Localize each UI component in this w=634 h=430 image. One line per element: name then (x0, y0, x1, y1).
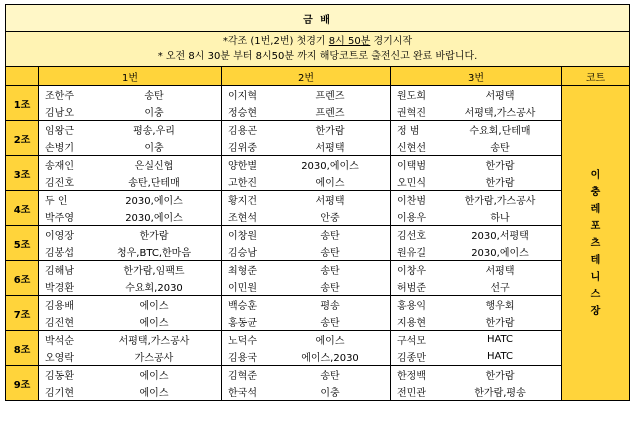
group-row (6, 86, 630, 121)
player-name: 정 범 (397, 126, 420, 137)
court-name-text: 이충레포츠테니스장 (590, 169, 601, 317)
notice-line-2: * 오전 8시 30분 부터 8시50분 까지 해당코트로 출전신고 완료 바랍니다. (157, 51, 478, 62)
player-entry (391, 313, 561, 330)
player-name: 박주영 (45, 213, 74, 224)
player-entry (39, 313, 221, 330)
player-club: 에이스 (315, 178, 345, 189)
player-club: 서평택,가스공사 (464, 108, 536, 119)
notice-line-1-suffix: 경기시작 (370, 36, 413, 47)
team-slot-2 (222, 156, 391, 191)
player-name: 한국석 (228, 388, 257, 399)
player-club: 한가람,가스공사 (464, 196, 536, 207)
team-slot-3 (391, 366, 562, 401)
player-club: 서평택 (485, 266, 515, 277)
player-entry (391, 86, 561, 103)
player-name: 두 인 (45, 196, 68, 207)
player-club: 에이스 (139, 371, 169, 382)
player-name: 김용국 (228, 353, 257, 364)
player-club: 이충 (320, 388, 340, 399)
player-entry (391, 138, 561, 155)
player-name: 신현선 (397, 143, 426, 154)
player-name: 김위중 (228, 143, 257, 154)
player-entry (39, 156, 221, 173)
player-club: 서평택 (315, 196, 345, 207)
player-name: 전민관 (397, 388, 426, 399)
player-club: 안중 (320, 213, 340, 224)
player-entry (39, 226, 221, 243)
header-slot-3: 3번 (391, 67, 562, 86)
player-name: 박석순 (45, 336, 74, 347)
group-label: 5조 (6, 226, 39, 261)
player-club: 송탄 (320, 231, 340, 242)
player-entry (39, 366, 221, 383)
team-slot-2 (222, 121, 391, 156)
team-slot-2 (222, 86, 391, 121)
group-label: 3조 (6, 156, 39, 191)
header-court: 코트 (562, 67, 630, 86)
player-club: 한가람,임팩트 (123, 266, 185, 277)
player-name: 김승남 (228, 248, 257, 259)
player-club: 한가람 (485, 161, 515, 172)
group-row (6, 121, 630, 156)
player-name: 한정백 (397, 371, 426, 382)
player-club: 서평택,가스공사 (118, 336, 190, 347)
player-entry (222, 313, 390, 330)
team-slot-1 (39, 121, 222, 156)
player-entry (222, 173, 390, 190)
notice-start-time: 8시 50분 (328, 36, 371, 47)
player-name: 이창우 (397, 266, 426, 277)
group-label: 4조 (6, 191, 39, 226)
page-title: 금 배 (6, 5, 630, 32)
player-club: 한가람,평송 (474, 388, 526, 399)
player-entry (39, 103, 221, 120)
player-club: 2030,서평택 (471, 231, 529, 242)
player-entry (39, 173, 221, 190)
group-label: 7조 (6, 296, 39, 331)
team-slot-3 (391, 331, 562, 366)
player-club: 하나 (490, 213, 510, 224)
player-club: 에이스 (139, 301, 169, 312)
notice-line-1 (6, 34, 629, 49)
player-entry (391, 261, 561, 278)
player-entry (39, 86, 221, 103)
team-slot-1 (39, 366, 222, 401)
group-row (6, 331, 630, 366)
notice-line-1-prefix: *각조 (1번,2번) 첫경기 (222, 36, 329, 47)
player-name: 원유길 (397, 248, 426, 259)
team-slot-1 (39, 331, 222, 366)
player-entry (391, 103, 561, 120)
player-club: 한가람 (139, 231, 169, 242)
player-name: 정승현 (228, 108, 257, 119)
header-slot-2: 2번 (222, 67, 391, 86)
player-name: 조한주 (45, 91, 74, 102)
player-club: 이충 (144, 143, 164, 154)
player-club: 송탄 (320, 248, 340, 259)
player-club: 에이스,2030 (301, 353, 359, 364)
player-entry (222, 348, 390, 365)
player-club: 한가람 (485, 318, 515, 329)
player-entry (39, 191, 221, 208)
player-name: 임왕근 (45, 126, 74, 137)
player-club: 에이스 (139, 388, 169, 399)
player-club: 프렌즈 (315, 108, 345, 119)
player-name: 이찬범 (397, 196, 426, 207)
player-entry (222, 226, 390, 243)
team-slot-2 (222, 261, 391, 296)
group-row (6, 156, 630, 191)
notice (6, 32, 630, 67)
team-slot-1 (39, 191, 222, 226)
player-club: 송탄 (320, 266, 340, 277)
player-club: 송탄 (490, 143, 510, 154)
player-name: 홍용익 (397, 301, 426, 312)
team-slot-3 (391, 191, 562, 226)
player-entry (39, 348, 221, 365)
player-entry (39, 331, 221, 348)
group-row (6, 226, 630, 261)
player-entry (222, 296, 390, 313)
player-name: 이민원 (228, 283, 257, 294)
player-club: HATC (486, 334, 514, 345)
group-row (6, 191, 630, 226)
player-entry (222, 208, 390, 225)
group-label: 6조 (6, 261, 39, 296)
player-club: 선구 (490, 283, 510, 294)
player-club: 송탄 (144, 91, 164, 102)
player-name: 이용우 (397, 213, 426, 224)
player-name: 김해남 (45, 266, 74, 277)
player-entry (391, 243, 561, 260)
player-club: 행우회 (485, 301, 515, 312)
player-club: 송탄 (320, 371, 340, 382)
player-entry (222, 331, 390, 348)
player-entry (39, 208, 221, 225)
team-slot-2 (222, 331, 391, 366)
player-name: 황지건 (228, 196, 257, 207)
player-entry (391, 366, 561, 383)
player-entry (391, 208, 561, 225)
player-name: 손병기 (45, 143, 74, 154)
team-slot-2 (222, 191, 391, 226)
player-entry (222, 121, 390, 138)
header-slot-1: 1번 (39, 67, 222, 86)
player-entry (391, 156, 561, 173)
player-entry (391, 191, 561, 208)
player-name: 양한별 (228, 161, 257, 172)
player-entry (222, 366, 390, 383)
player-club: 2030,에이스 (125, 196, 183, 207)
team-slot-3 (391, 121, 562, 156)
player-name: 노덕수 (228, 336, 257, 347)
player-name: 지용현 (397, 318, 426, 329)
player-name: 박경환 (45, 283, 74, 294)
group-row (6, 366, 630, 401)
player-club: 프렌즈 (315, 91, 345, 102)
team-slot-3 (391, 226, 562, 261)
team-slot-1 (39, 296, 222, 331)
player-club: 2030,에이스 (125, 213, 183, 224)
header-row (6, 67, 630, 86)
player-entry (222, 156, 390, 173)
team-slot-3 (391, 156, 562, 191)
player-name: 김동환 (45, 371, 74, 382)
player-name: 허범준 (397, 283, 426, 294)
player-club: 송탄 (320, 283, 340, 294)
player-name: 김용배 (45, 301, 74, 312)
player-entry (222, 103, 390, 120)
player-name: 조현석 (228, 213, 257, 224)
player-entry (222, 243, 390, 260)
player-entry (39, 121, 221, 138)
player-club: 이충 (144, 108, 164, 119)
player-name: 이창원 (228, 231, 257, 242)
player-name: 오영락 (45, 353, 74, 364)
team-slot-1 (39, 226, 222, 261)
team-slot-2 (222, 366, 391, 401)
team-slot-1 (39, 156, 222, 191)
player-entry (222, 383, 390, 400)
player-name: 김혁준 (228, 371, 257, 382)
player-club: 서평택 (485, 91, 515, 102)
player-entry (391, 348, 561, 365)
player-entry (391, 173, 561, 190)
player-name: 오민식 (397, 178, 426, 189)
player-entry (222, 191, 390, 208)
player-entry (391, 226, 561, 243)
player-entry (39, 296, 221, 313)
player-name: 김남오 (45, 108, 74, 119)
player-name: 이택범 (397, 161, 426, 172)
player-club: 서평택 (315, 143, 345, 154)
player-entry (391, 278, 561, 295)
team-slot-1 (39, 86, 222, 121)
player-name: 김기현 (45, 388, 74, 399)
player-club: 2030,에이스 (301, 161, 359, 172)
player-entry (39, 278, 221, 295)
player-entry (391, 383, 561, 400)
group-label: 9조 (6, 366, 39, 401)
team-slot-2 (222, 226, 391, 261)
player-name: 김종만 (397, 353, 426, 364)
player-club: 에이스 (315, 336, 345, 347)
player-club: 송탄 (320, 318, 340, 329)
team-slot-3 (391, 261, 562, 296)
group-row (6, 296, 630, 331)
player-entry (39, 138, 221, 155)
player-entry (391, 121, 561, 138)
player-club: 에이스 (139, 318, 169, 329)
player-club: 평송,우리 (133, 126, 175, 137)
group-label: 1조 (6, 86, 39, 121)
court-name (562, 86, 630, 401)
player-club: 한가람 (315, 126, 345, 137)
player-name: 최형준 (228, 266, 257, 277)
group-row (6, 261, 630, 296)
player-name: 권혁진 (397, 108, 426, 119)
player-entry (222, 138, 390, 155)
team-slot-1 (39, 261, 222, 296)
player-name: 홍동균 (228, 318, 257, 329)
player-club: 은실신협 (134, 161, 174, 172)
group-label: 2조 (6, 121, 39, 156)
player-entry (39, 383, 221, 400)
player-club: 가스공사 (134, 353, 174, 364)
player-club: 평송 (320, 301, 340, 312)
team-slot-3 (391, 86, 562, 121)
player-entry (39, 243, 221, 260)
player-club: 송탄,단테매 (128, 178, 180, 189)
player-name: 송재인 (45, 161, 74, 172)
player-entry (222, 86, 390, 103)
player-name: 김선호 (397, 231, 426, 242)
player-club: 수요회,단테매 (469, 126, 531, 137)
team-slot-3 (391, 296, 562, 331)
player-name: 원도희 (397, 91, 426, 102)
player-club: 2030,에이스 (471, 248, 529, 259)
player-club: 한가람 (485, 371, 515, 382)
player-name: 백승훈 (228, 301, 257, 312)
player-name: 김용곤 (228, 126, 257, 137)
player-entry (222, 278, 390, 295)
player-club: 청우,BTC,한마음 (116, 248, 192, 259)
player-name: 고한진 (228, 178, 257, 189)
player-name: 구석모 (397, 336, 426, 347)
player-entry (391, 331, 561, 348)
player-club: 한가람 (485, 178, 515, 189)
player-name: 김진호 (45, 178, 74, 189)
team-slot-2 (222, 296, 391, 331)
player-name: 이지혁 (228, 91, 257, 102)
bracket-table (5, 4, 630, 401)
player-club: HATC (486, 351, 514, 362)
group-label: 8조 (6, 331, 39, 366)
player-club: 수요회,2030 (125, 283, 183, 294)
player-entry (222, 261, 390, 278)
player-name: 김진현 (45, 318, 74, 329)
player-entry (39, 261, 221, 278)
bracket-sheet (5, 4, 629, 427)
player-entry (391, 296, 561, 313)
player-name: 김봉섭 (45, 248, 74, 259)
player-name: 이영장 (45, 231, 74, 242)
header-group (6, 67, 39, 86)
